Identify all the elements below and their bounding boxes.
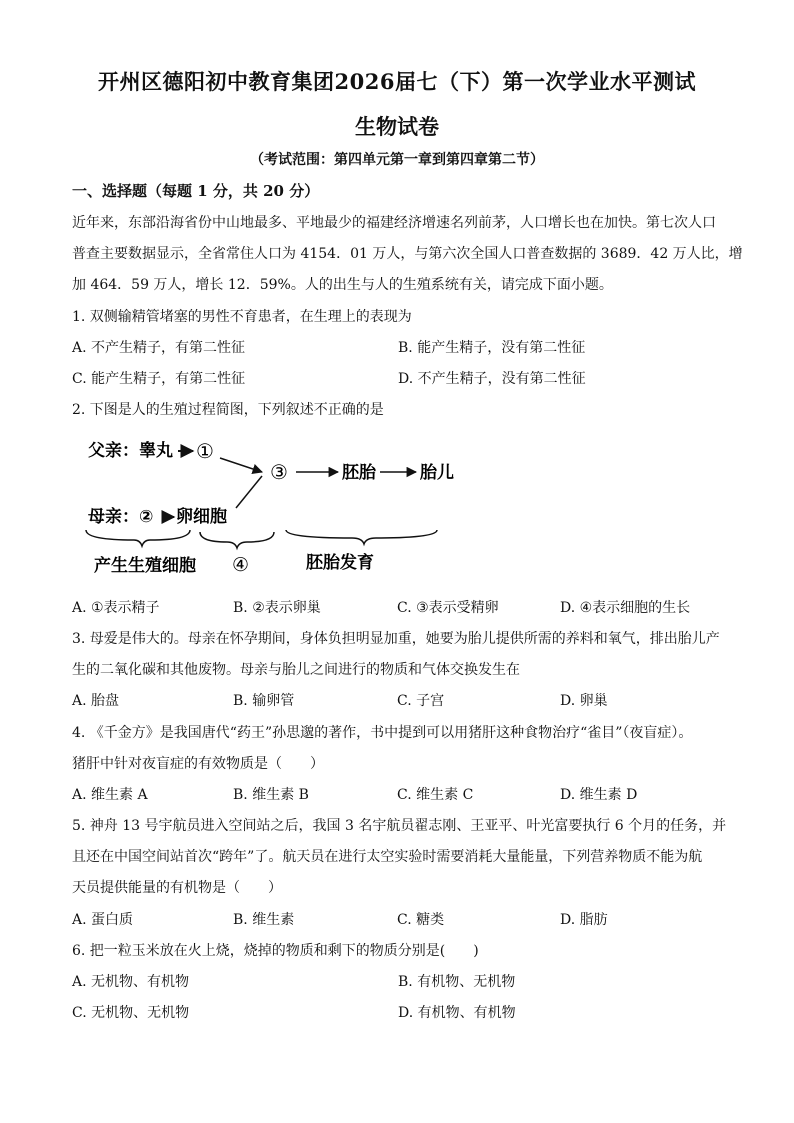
option-1b: B. 能产生精子，没有第二性征 [398,340,586,356]
arrow-sperm [220,458,262,472]
label-1: ① [196,439,214,463]
option-2d: D. ④表示细胞的生长 [560,600,691,616]
option-6b: B. 有机物、无机物 [398,974,516,990]
question-5-cont: 且还在中国空间站首次“跨年”了。航天员在进行太空实验时需要消耗大量能量，下列营养物质不能为航 [72,849,703,865]
question-4: 4. 《千金方》是我国唐代“药王”孙思邈的著作，书中提到可以用猪肝这种食物治疗“雀目”（夜盲症）。 [72,725,693,741]
question-1: 1. 双侧输精管堵塞的男性不育患者，在生理上的表现为 [72,309,412,325]
exam-scope: （考试范围：第四单元第一章到第四章第二节） [250,152,544,168]
brace-right [286,530,437,544]
option-3a: A. 胎盘 [72,693,120,709]
section-heading: 一、选择题（每题 1 分，共 20 分） [72,182,320,200]
intro-line: 加 464．59 万人，增长 12．59%。人的出生与人的生殖系统有关，请完成下面小题。 [72,277,613,293]
option-2a: A. ①表示精子 [72,600,160,616]
brace-mid [200,532,274,548]
intro-line: 普查主要数据显示，全省常住人口为 4154．01 万人，与第六次全国人口普查数据的 3689．42 万人比，增 [72,246,743,262]
option-5d: D. 脂肪 [560,912,608,928]
exam-subject: 生物试卷 [355,114,439,139]
option-5a: A. 蛋白质 [72,912,134,928]
reproduction-diagram [82,428,482,584]
arrow-egg [236,476,262,508]
intro-line: 近年来，东部沿海省份中山地最多、平地最少的福建经济增速名列前茅，人口增长也在加快。第七次人口 [72,215,716,231]
label-3: ③ [270,460,288,484]
fetus-label: 胎儿 [420,463,454,483]
option-1a: A. 不产生精子，有第二性征 [72,340,246,356]
question-3-cont: 生的二氧化碳和其他废物。母亲与胎儿之间进行的物质和气体交换发生在 [72,662,520,678]
exam-title: 开州区德阳初中教育集团2026届七（下）第一次学业水平测试 [98,69,696,94]
embryo-label: 胚胎 [342,463,376,483]
brace-label-4: ④ [232,554,250,576]
question-3: 3. 母爱是伟大的。母亲在怀孕期间，身体负担明显加重，她要为胎儿提供所需的养料和氧气，排出胎儿产 [72,631,720,647]
option-1d: D. 不产生精子，没有第二性征 [398,371,586,387]
option-4b: B. 维生素 B [233,787,309,803]
option-4d: D. 维生素 D [560,787,638,803]
option-3d: D. 卵巢 [560,693,608,709]
option-4c: C. 维生素 C [397,787,474,803]
option-3c: C. 子宫 [397,693,445,709]
option-5b: B. 维生素 [233,912,295,928]
question-5: 5. 神舟 13 号宇航员进入空间站之后，我国 3 名宇航员翟志刚、王亚平、叶光富要执行 6 个月的任务，并 [72,818,727,834]
egg-label: 卵细胞 [176,507,227,527]
mother-label: 母亲：② [88,507,154,527]
option-5c: C. 糖类 [397,912,445,928]
option-6c: C. 无机物、无机物 [72,1005,190,1021]
father-label: 父亲：睾丸 [88,441,173,461]
option-4a: A. 维生素 A [72,787,148,803]
option-6a: A. 无机物、有机物 [72,974,190,990]
question-6: 6. 把一粒玉米放在火上烧，烧掉的物质和剩下的物质分别是( ) [72,943,479,959]
option-2c: C. ③表示受精卵 [397,600,499,616]
option-6d: D. 有机物、有机物 [398,1005,516,1021]
brace-label-right: 胚胎发育 [306,553,374,573]
option-1c: C. 能产生精子，有第二性征 [72,371,246,387]
question-2: 2. 下图是人的生殖过程简图，下列叙述不正确的是 [72,402,384,418]
option-2b: B. ②表示卵巢 [233,600,321,616]
question-4-cont: 猪肝中针对夜盲症的有效物质是（ ） [72,756,324,772]
brace-left [86,530,190,546]
brace-label-left: 产生生殖细胞 [94,556,196,576]
question-5-cont: 天员提供能量的有机物是（ ） [72,880,282,896]
option-3b: B. 输卵管 [233,693,295,709]
